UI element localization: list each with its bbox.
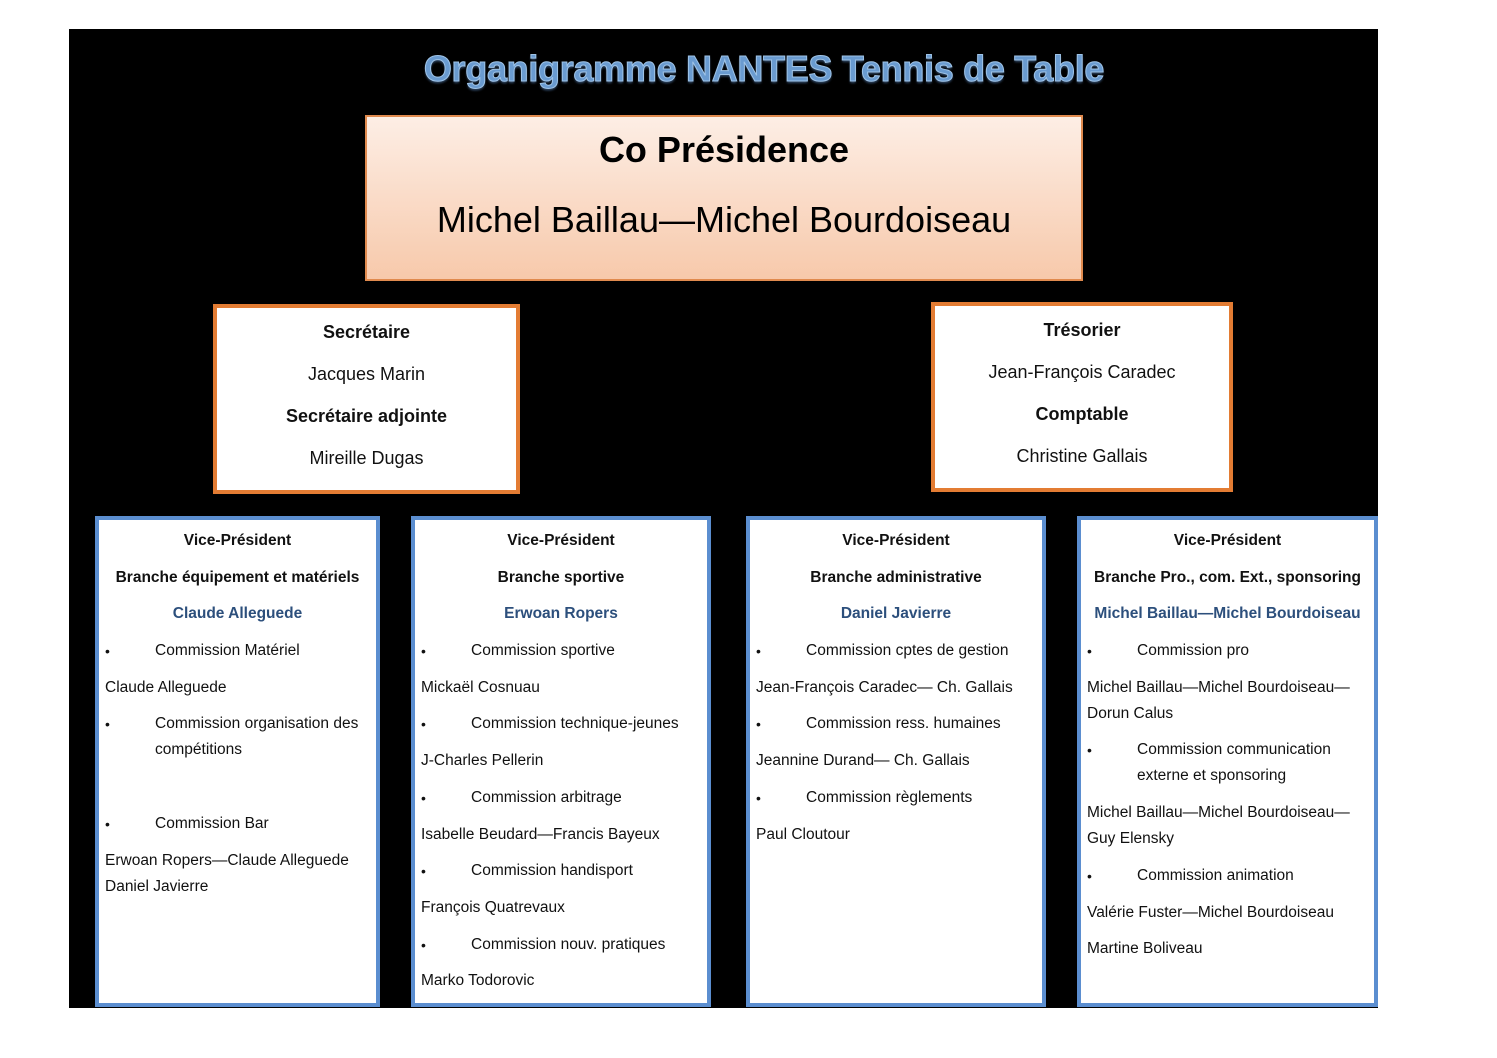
- co-presidence-title: Co Présidence: [598, 129, 850, 170]
- vp-administrative-box: [746, 516, 1046, 1007]
- commission-name: Commission Matériel: [155, 642, 300, 660]
- secretariat-box: [213, 304, 520, 494]
- vp-leader: Daniel Javierre: [840, 605, 952, 623]
- commission-item: [421, 706, 701, 743]
- bullet-icon: •: [1087, 867, 1092, 884]
- tresorerie-box: [931, 302, 1233, 492]
- tresorier-name: Jean-François Caradec: [988, 362, 1176, 382]
- commission-item: [1087, 633, 1368, 670]
- commission-name: Commission communication externe et sponsoring: [1137, 741, 1331, 785]
- secretaire-adjointe-role: Secrétaire adjointe: [285, 406, 448, 426]
- commission-item: [756, 706, 1036, 743]
- bullet-icon: •: [756, 643, 761, 660]
- commission-name: Commission technique-jeunes: [471, 715, 679, 733]
- commission-members: Michel Baillau—Michel Bourdoiseau—Dorun Calus: [1087, 678, 1350, 722]
- vp-role: Vice-Président: [842, 532, 950, 549]
- commission-members: Marko Todorovic: [421, 972, 535, 990]
- vp-branch: Branche Pro., com. Ext., sponsoring: [1094, 568, 1361, 586]
- commission-name: Commission animation: [1137, 866, 1294, 884]
- commission-members: J-Charles Pellerin: [421, 752, 544, 770]
- commission-name: Commission arbitrage: [471, 788, 622, 806]
- bullet-icon: •: [421, 936, 426, 953]
- commission-item: [105, 633, 370, 670]
- secretaire-adjointe-name: Mireille Dugas: [309, 448, 424, 468]
- commission-item: [1087, 732, 1368, 795]
- commission-item: [421, 853, 701, 890]
- vp-leader: Claude Alleguede: [172, 605, 303, 623]
- vp-role: Vice-Président: [183, 532, 292, 549]
- bullet-icon: •: [756, 789, 761, 806]
- commission-item: [1087, 858, 1368, 895]
- commission-item: [756, 780, 1036, 817]
- commission-name: Commission handisport: [471, 862, 633, 880]
- bullet-icon: •: [421, 789, 426, 806]
- spacer: [105, 769, 370, 806]
- commission-item: [421, 927, 701, 964]
- tresorier-role: Trésorier: [1043, 320, 1121, 340]
- bullet-icon: •: [105, 815, 110, 832]
- commission-item: [421, 780, 701, 817]
- commission-item: [105, 806, 370, 843]
- bullet-icon: •: [105, 716, 110, 733]
- bullet-icon: •: [105, 643, 110, 660]
- commission-name: Commission organisation des compétitions: [155, 715, 359, 759]
- vp-leader: Michel Baillau—Michel Bourdoiseau: [1094, 605, 1361, 623]
- co-presidence-box: [365, 115, 1083, 281]
- vp-sportive-box: [411, 516, 711, 1007]
- commission-name: Commission nouv. pratiques: [471, 935, 666, 953]
- commission-name: Commission sportive: [471, 642, 615, 660]
- comptable-name: Christine Gallais: [1016, 446, 1148, 466]
- vp-role: Vice-Président: [1173, 532, 1282, 549]
- vp-branch: Branche administrative: [810, 568, 982, 586]
- bullet-icon: •: [421, 863, 426, 880]
- chart-title: Organigramme NANTES Tennis de Table: [423, 48, 1105, 89]
- commission-name: Commission pro: [1137, 642, 1249, 660]
- commission-name: Commission règlements: [806, 788, 973, 806]
- commission-name: Commission cptes de gestion: [806, 642, 1009, 660]
- commission-name: Commission ress. humaines: [806, 715, 1001, 733]
- commission-members-extra: Martine Boliveau: [1087, 940, 1203, 958]
- commission-members: Erwoan Ropers—Claude Alleguede Daniel Javierre: [105, 851, 349, 895]
- bullet-icon: •: [1087, 643, 1092, 660]
- commission-members: Mickaël Cosnuau: [421, 678, 540, 696]
- bullet-icon: •: [421, 643, 426, 660]
- commission-members: Valérie Fuster—Michel Bourdoiseau: [1087, 903, 1334, 921]
- bullet-icon: •: [1087, 742, 1092, 759]
- commission-name: Commission Bar: [155, 814, 269, 832]
- commission-item: [105, 706, 370, 769]
- commission-item: [421, 633, 701, 670]
- secretaire-name: Jacques Marin: [307, 364, 426, 384]
- commission-item: [756, 633, 1036, 670]
- commission-members: Paul Cloutour: [756, 825, 850, 843]
- commission-members: Jean-François Caradec— Ch. Gallais: [756, 678, 1013, 696]
- commission-members: Jeannine Durand— Ch. Gallais: [756, 752, 970, 770]
- vp-pro-com-box: [1077, 516, 1378, 1007]
- vp-equipement-box: [95, 516, 380, 1007]
- vp-branch: Branche équipement et matériels: [115, 568, 360, 586]
- co-presidence-names: Michel Baillau—Michel Bourdoiseau: [436, 199, 1012, 240]
- vp-leader: Erwoan Ropers: [504, 605, 618, 623]
- commission-members: Isabelle Beudard—Francis Bayeux: [421, 825, 660, 843]
- bullet-icon: •: [756, 716, 761, 733]
- commission-members: Michel Baillau—Michel Bourdoiseau—Guy Elensky: [1087, 804, 1350, 848]
- bullet-icon: •: [421, 716, 426, 733]
- commission-members: Claude Alleguede: [105, 678, 227, 696]
- commission-members: François Quatrevaux: [421, 898, 565, 916]
- comptable-role: Comptable: [1035, 404, 1129, 424]
- vp-branch: Branche sportive: [497, 568, 625, 586]
- vp-role: Vice-Président: [507, 532, 615, 549]
- secretaire-role: Secrétaire: [322, 322, 411, 342]
